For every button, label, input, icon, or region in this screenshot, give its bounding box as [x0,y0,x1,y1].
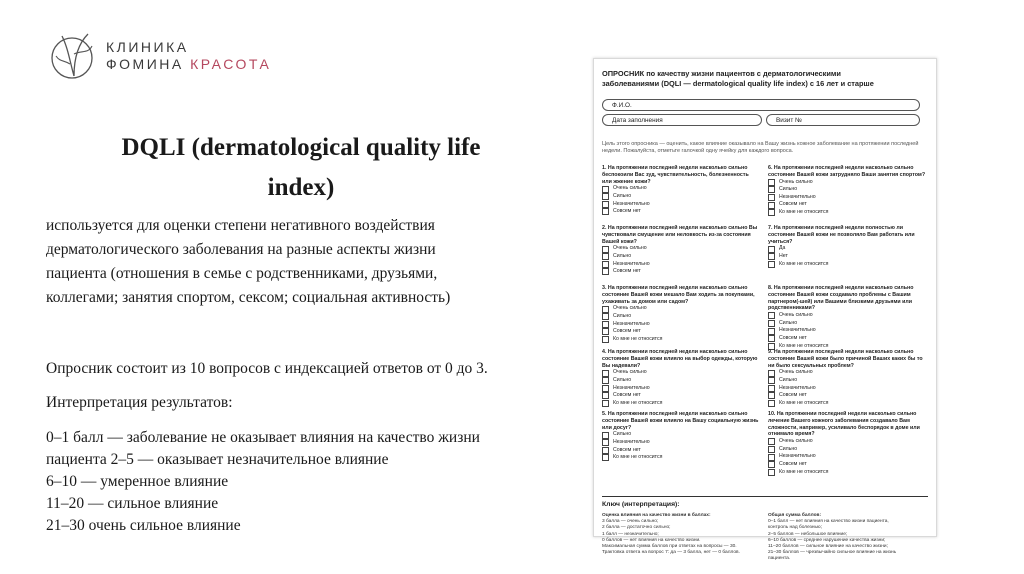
option-label: Ко мне не относится [779,468,829,475]
checkbox [768,328,775,335]
slide-title [46,128,556,208]
answer-option [602,377,760,385]
answer-option [768,179,926,187]
checkbox [768,194,775,201]
option-label: Очень сильно [779,312,813,319]
checkbox [602,253,609,260]
option-label: Незначительно [779,327,816,334]
checkbox [602,193,609,200]
option-label: Незначительно [613,200,650,207]
answer-option [768,209,926,217]
answer-option [768,194,926,202]
answer-option [768,438,926,446]
checkbox [602,208,609,215]
key-line: 6–10 баллов — среднее нарушение качества жизни; [768,537,886,543]
option-label: Да [779,245,786,252]
checkbox [768,320,775,327]
form-heading-line1: ОПРОСНИК по качеству жизни пациентов с дерматологическими [602,69,841,78]
answer-option [602,454,760,462]
checkbox [768,312,775,319]
question-title: 1. На протяжении последней недели насколько сильно беспокоили Вас зуд, чувствительность, болезненность или жжение кожи? [602,165,749,185]
answer-option [602,245,760,253]
answer-option [602,369,760,377]
answer-option [768,400,926,408]
checkbox [602,370,609,377]
option-label: Ко мне не относится [613,454,663,461]
answer-option [602,392,760,400]
form-question [768,285,926,350]
key-right-column [768,513,926,563]
checkbox [602,385,609,392]
checkbox [768,209,775,216]
option-label: Сильно [613,192,632,199]
form-heading-line2: заболеваниями (DQLI — dermatological quality life index) с 16 лет и старше [602,79,874,88]
key-line: 2 балла — достаточно сильно; [602,525,671,531]
checkbox [602,201,609,208]
answer-option [602,447,760,455]
intro-line: пациента (отношения в семье с родственниками, друзьями, [46,265,438,282]
answer-option [768,385,926,393]
checkbox [602,400,609,407]
checkbox [602,377,609,384]
option-label: Совсем нет [613,328,641,335]
checkbox [768,469,775,476]
answer-option [768,320,926,328]
answer-option [768,392,926,400]
checkbox [768,400,775,407]
intro-line: дерматологического заболевания на разные аспекты жизни [46,241,436,258]
question-title: 9. На протяжении последней недели насколько сильно состояние Вашей кожи было причиной Ваших каких бы то ни было сексуальных проблем? [768,349,923,369]
form-question [768,349,926,407]
option-label: Ко мне не относится [779,342,829,349]
answer-option [768,453,926,461]
option-label: Очень сильно [613,305,647,312]
option-label: Совсем нет [613,392,641,399]
instructions-line2: недели. Пожалуйста, отметьте галочкой одну ячейку для каждого вопроса. [602,148,794,155]
checkbox [768,253,775,260]
answer-option [768,245,926,253]
answer-option [602,268,760,276]
answer-option [602,321,760,329]
logo-accent-word: КРАСОТА [190,56,272,72]
form-divider [602,496,928,497]
interpretation-list [46,427,480,537]
option-label: Незначительно [613,320,650,327]
question-title: 7. На протяжении последней недели полностью ли состояние Вашей кожи не позволяло Вам работать или учиться? [768,225,915,245]
option-label: Ко мне не относится [779,399,829,406]
checkbox [768,461,775,468]
answer-option [602,253,760,261]
option-label: Очень сильно [613,185,647,192]
checkbox [602,246,609,253]
answer-option [768,312,926,320]
key-left-column [602,513,760,556]
intro-line: используется для оценки степени негативного воздействия [46,217,435,234]
checkbox [602,313,609,320]
answer-option [602,305,760,313]
option-label: Сильно [779,445,798,452]
checkbox [602,186,609,193]
answer-option [602,336,760,344]
answer-option [602,328,760,336]
answer-option [768,369,926,377]
option-label: Сильно [779,319,798,326]
key-line: 1 балл — незначительно; [602,531,659,537]
checkbox [602,447,609,454]
form-question [602,225,760,276]
option-label: Совсем нет [613,268,641,275]
interpretation-line: 0–1 балл — заболевание не оказывает влияния на качество жизни [46,429,480,446]
answer-option [768,469,926,477]
key-line: 2–5 баллов — небольшое влияние; [768,531,848,537]
checkbox [602,268,609,275]
option-label: Совсем нет [613,208,641,215]
key-line: 21–30 баллов — чрезвычайно сильное влияние на жизнь [768,550,897,556]
clinic-logo [48,28,271,84]
logo-line2 [106,56,271,73]
checkbox [768,202,775,209]
option-label: Совсем нет [613,446,641,453]
answer-option [768,201,926,209]
checkbox [768,179,775,186]
key-line: 3 балла — очень сильно; [602,519,659,525]
logo-text [106,39,271,73]
checkbox [602,439,609,446]
logo-name: ФОМИНА [106,56,184,72]
checkbox [602,432,609,439]
answer-option [602,193,760,201]
form-question [602,411,760,462]
checkbox [602,336,609,343]
key-line: 11–20 баллов — сильное влияние на качество жизни; [768,544,888,550]
answer-option [602,385,760,393]
option-label: Сильно [779,186,798,193]
option-label: Ко мне не относится [779,208,829,215]
option-label: Совсем нет [779,392,807,399]
interpretation-line: 21–30 очень сильное влияние [46,517,241,534]
answer-option [768,261,926,269]
option-label: Сильно [613,376,632,383]
option-label: Сильно [613,252,632,259]
option-label: Очень сильно [613,245,647,252]
instructions-line1: Цель этого опросника — оценить, какое влияние оказывало на Вашу жизнь кожное заболевание на протяжении последней [602,141,919,147]
option-label: Совсем нет [779,460,807,467]
key-line: Трактовка ответа на вопрос 7: да — 3 балла, нет — 0 баллов. [602,550,740,556]
option-label: Совсем нет [779,334,807,341]
option-label: Незначительно [613,384,650,391]
question-title: 3. На протяжении последней недели насколько сильно состояние Вашей кожи мешало Вам ходить за покупками, ухаживать за домом или садом? [602,285,755,305]
key-line: 0–1 балл — нет влияния на качество жизни пациента, [768,519,889,525]
checkbox [768,261,775,268]
option-label: Сильно [779,376,798,383]
checkbox [768,370,775,377]
fio-field: Ф.И.О. [602,99,920,111]
option-label: Нет [779,252,788,259]
answer-option [602,185,760,193]
question-title: 2. На протяжении последней недели насколько сильно Вы чувствовали смущение или неловкость из-за состояния Вашей кожи? [602,225,758,245]
interpretation-line: пациента 2–5 — оказывает незначительное влияние [46,451,389,468]
interpretation-line: 6–10 — умеренное влияние [46,473,229,490]
logo-line1: КЛИНИКА [106,39,189,55]
answer-option [768,446,926,454]
answer-option [768,461,926,469]
checkbox [768,446,775,453]
option-label: Ко мне не относится [613,399,663,406]
checkbox [768,377,775,384]
intro-text [46,214,546,310]
checkbox [602,392,609,399]
option-label: Ко мне не относится [613,335,663,342]
question-title: 4. На протяжении последней недели насколько сильно состояние Вашей кожи влияло на выбор одежды, которую Вы надевали? [602,349,758,369]
key-line: контроль над болезнью; [768,525,822,531]
intro-line: коллегами; занятия спортом, сексом; социальная активность) [46,289,451,306]
checkbox [602,328,609,335]
answer-option [602,208,760,216]
visit-field: Визит № [766,114,920,126]
option-label: Очень сильно [613,369,647,376]
checkbox [768,454,775,461]
form-question [768,225,926,268]
key-title: Ключ (интерпретация): [602,501,680,508]
option-label: Незначительно [779,384,816,391]
checkbox [768,335,775,342]
checkbox [602,321,609,328]
dqli-questionnaire-form [593,58,937,562]
answer-option [768,335,926,343]
checkbox [602,261,609,268]
answer-option [768,186,926,194]
checkbox [768,392,775,399]
answer-option [602,313,760,321]
form-question [602,285,760,343]
questions-count-text: Опросник состоит из 10 вопросов с индексацией ответов от 0 до 3. [46,360,488,377]
option-label: Очень сильно [779,438,813,445]
answer-option [602,261,760,269]
form-heading [602,69,928,89]
key-line: 0 баллов — нет влияния на качество жизни. [602,537,701,543]
answer-option [602,400,760,408]
option-label: Незначительно [779,453,816,460]
answer-option [602,439,760,447]
form-question [768,165,926,217]
question-title: 8. На протяжении последней недели насколько сильно состояние Вашей кожи создавало проблемы с Вашим партнером(-шей) или Вашими близкими друзьями или родственниками? [768,285,914,312]
checkbox [768,385,775,392]
answer-option [602,431,760,439]
answer-option [768,377,926,385]
title-line2: index) [267,174,335,201]
question-title: 6. На протяжении последней недели насколько сильно состояние Вашей кожи затрудняло Ваши занятия спортом? [768,165,926,178]
date-field: Дата заполнения [602,114,762,126]
answer-option [602,201,760,209]
option-label: Очень сильно [779,178,813,185]
option-label: Незначительно [779,193,816,200]
key-line: Максимальная сумма баллов при ответах на вопросы — 30. [602,544,737,550]
interpretation-line: 11–20 — сильное влияние [46,495,219,512]
option-label: Сильно [613,431,632,438]
key-line: Общая сумма баллов: [768,513,822,518]
answer-option [768,253,926,261]
checkbox [768,438,775,445]
option-label: Сильно [613,312,632,319]
key-line: пациента. [768,556,791,562]
checkbox [602,454,609,461]
leaf-logo-icon [48,28,100,84]
checkbox [768,246,775,253]
title-line1: DQLI (dermatological quality life [121,134,481,161]
answer-option [768,327,926,335]
option-label: Незначительно [613,260,650,267]
option-label: Незначительно [613,438,650,445]
option-label: Очень сильно [779,369,813,376]
form-instructions [602,141,924,156]
option-label: Ко мне не относится [779,260,829,267]
option-label: Совсем нет [779,201,807,208]
key-line: Оценка влияния на качество жизни в баллах: [602,513,711,518]
form-question [768,411,926,476]
question-title: 5. На протяжении последней недели насколько сильно состояние Вашей кожи влияло на Вашу социальную жизнь или досуг? [602,411,759,431]
checkbox [602,306,609,313]
form-question [602,349,760,407]
interpretation-header: Интерпретация результатов: [46,394,233,411]
question-title: 10. На протяжении последней недели насколько сильно лечение Вашего кожного заболевания создавало Вам сложности, например, усиливало беспорядок в доме или отнимало время? [768,411,920,438]
checkbox [768,186,775,193]
form-question [602,165,760,216]
